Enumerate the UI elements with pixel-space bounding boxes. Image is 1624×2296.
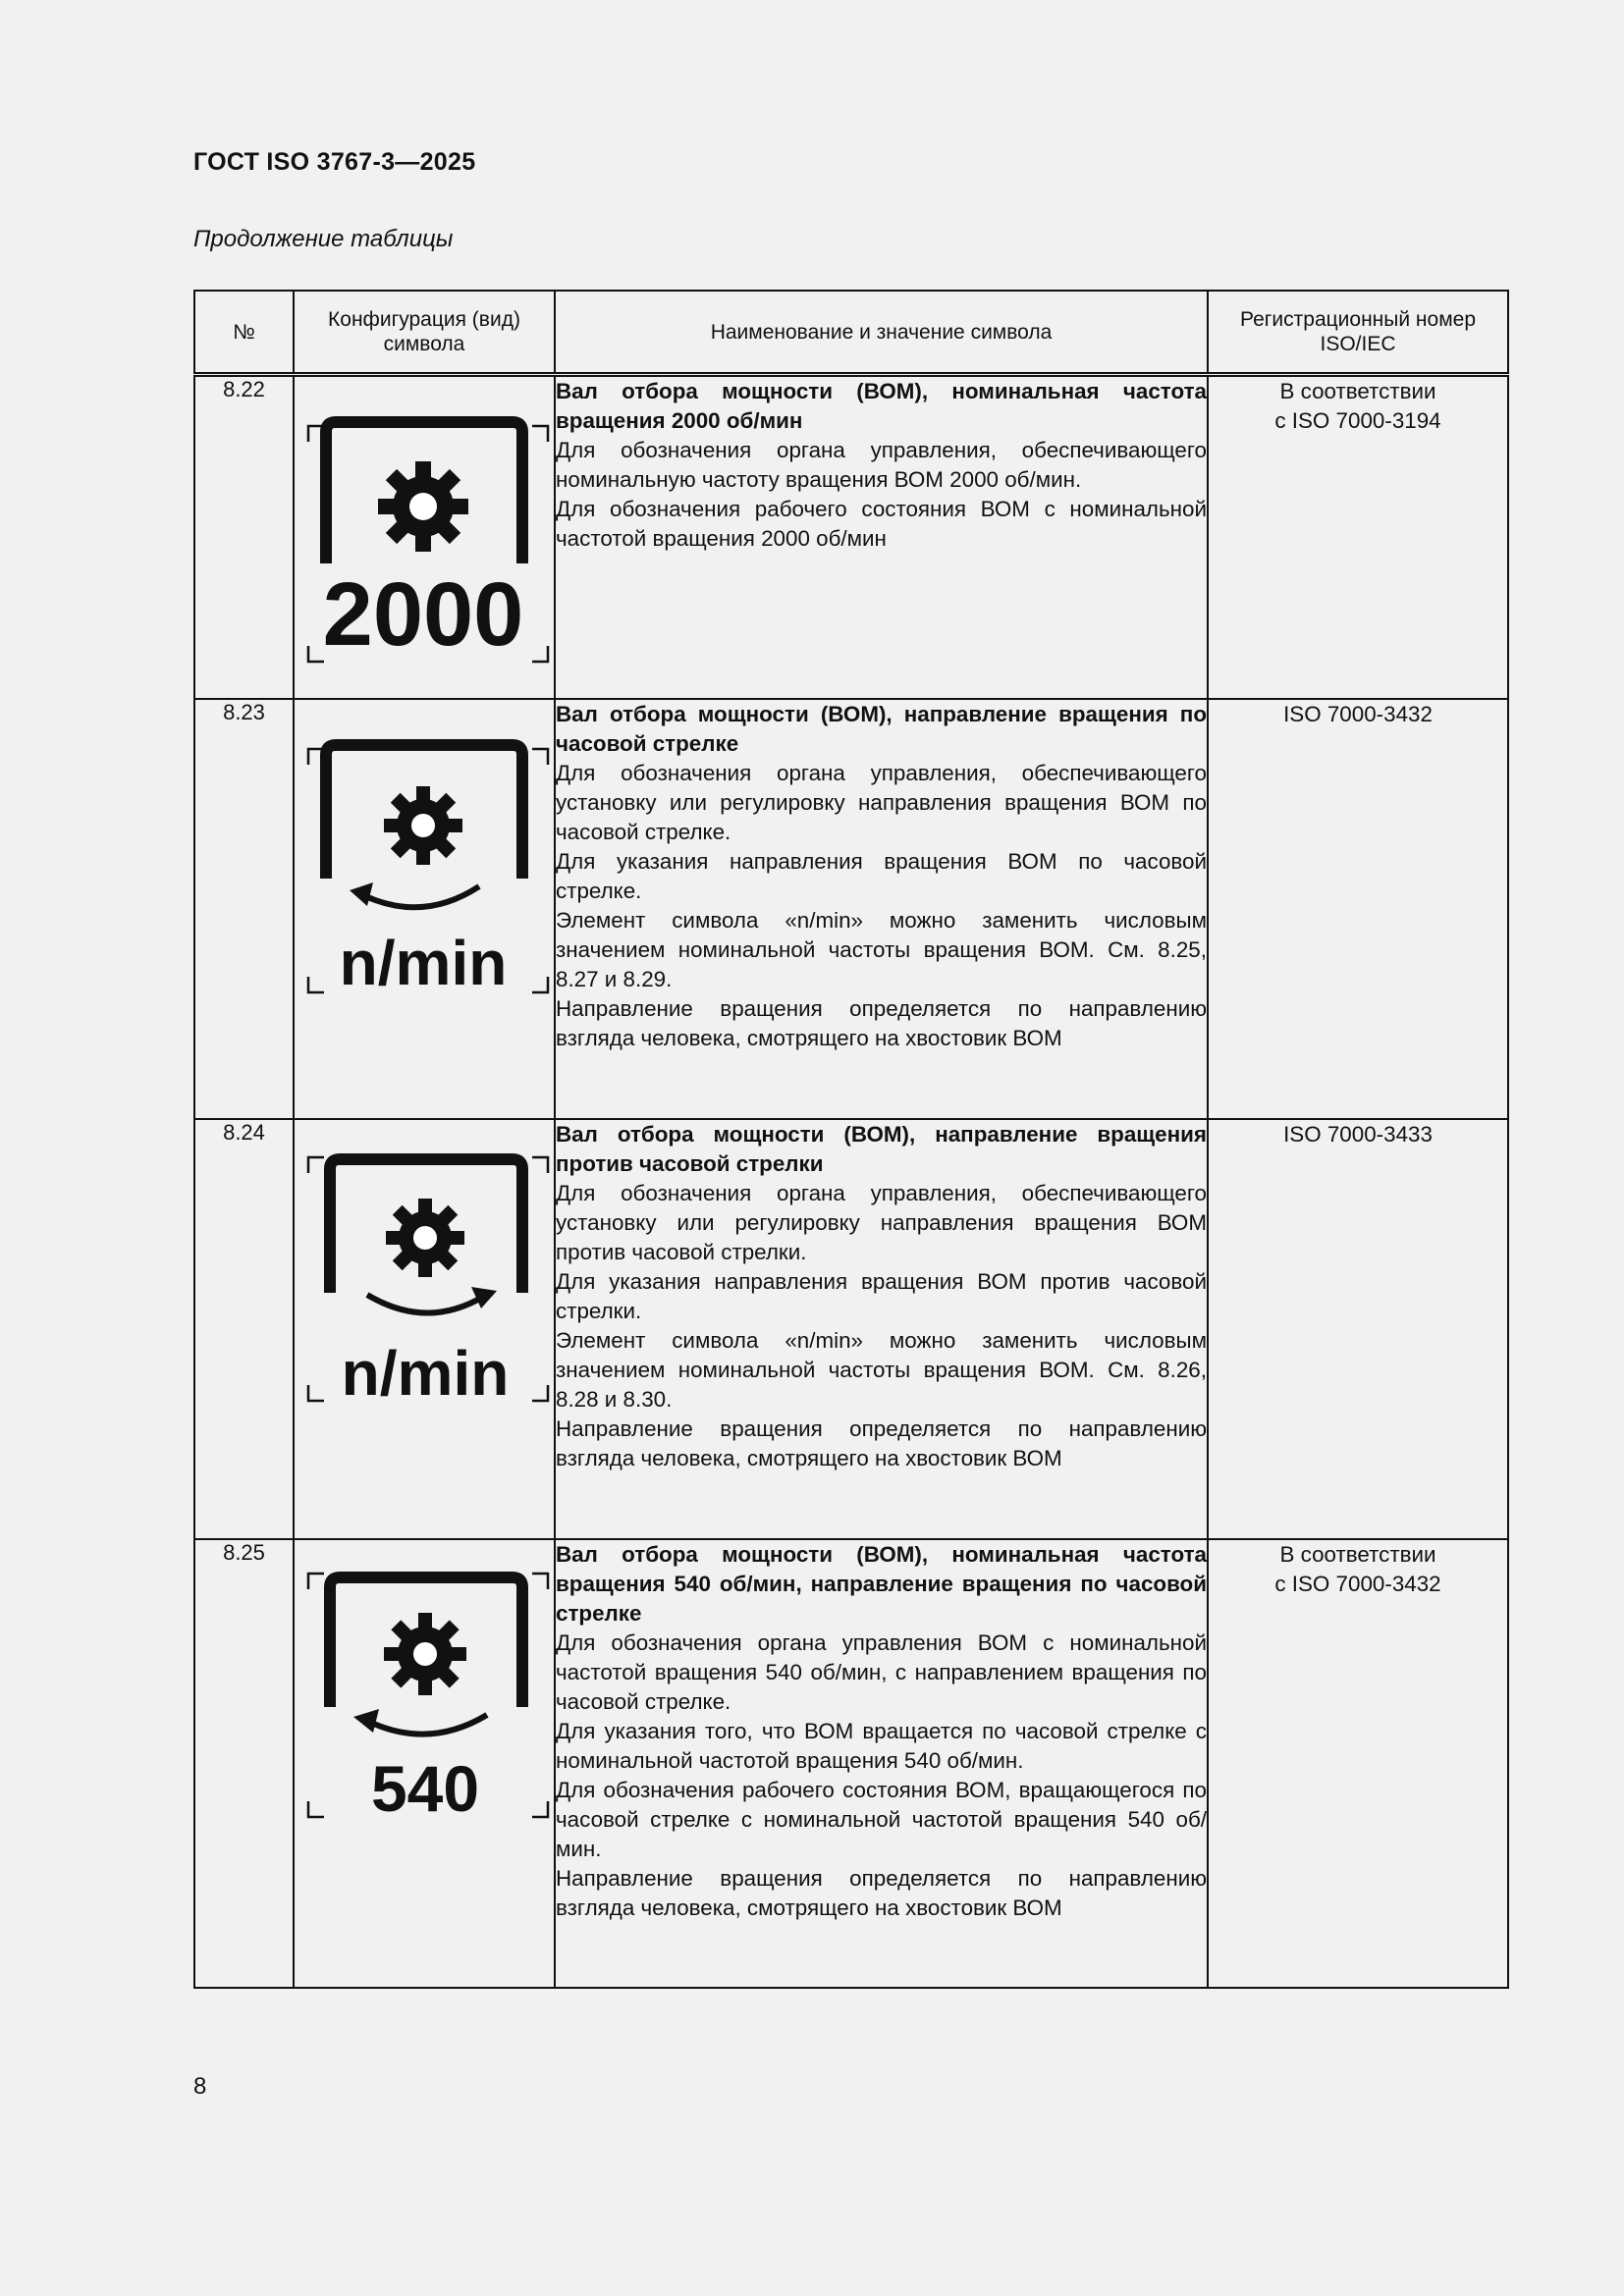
description-paragraph: Для обозначения рабочего состояния ВОМ с номинальной частотой вращения 2000 об/мин xyxy=(556,497,1207,551)
pto-gear-540-clockwise-symbol-icon xyxy=(295,1540,554,1986)
symbol-title: Вал отбора мощности (ВОМ), направление вращения по часовой стрелке xyxy=(556,701,1207,756)
description-paragraph: Для обозначения органа управления, обеспечивающего номинальную частоту вращения ВОМ 2000 об/мин. xyxy=(556,438,1207,492)
symbol-title: Вал отбора мощности (ВОМ), номинальная частота вращения 540 об/мин, направление вращения по часовой стрелке xyxy=(556,1541,1207,1626)
column-header-registration: Регистрационный номер ISO/IEC xyxy=(1208,291,1508,375)
clockwise-arrow-icon xyxy=(353,1709,487,1735)
symbol-description xyxy=(555,375,1208,699)
pto-gear-2000-symbol-icon xyxy=(295,377,554,697)
registration-line: В соответствии xyxy=(1279,379,1436,403)
description-paragraph: Элемент символа «n/min» можно заменить числовым значением номинальной частоты вращения ВОМ. См. 8.25, 8.27 и 8.29. xyxy=(556,907,1207,991)
table-row xyxy=(194,1539,1508,1988)
row-number: 8.23 xyxy=(194,699,294,1119)
description-paragraph: Направление вращения определяется по направлению взгляда человека, смотрящего на хвостовик ВОМ xyxy=(556,1415,1207,1470)
symbol-title: Вал отбора мощности (ВОМ), направление вращения против часовой стрелки xyxy=(556,1121,1207,1176)
description-paragraph: Направление вращения определяется по направлению взгляда человека, смотрящего на хвостовик ВОМ xyxy=(556,995,1207,1050)
registration-cell xyxy=(1208,699,1508,1119)
symbol-title: Вал отбора мощности (ВОМ), номинальная частота вращения 2000 об/мин xyxy=(556,379,1207,433)
symbol-description xyxy=(555,699,1208,1119)
gear-icon xyxy=(369,1182,480,1293)
description-paragraph: Направление вращения определяется по направлению взгляда человека, смотрящего на хвостовик ВОМ xyxy=(556,1865,1207,1920)
column-header-number: № xyxy=(194,291,294,375)
registration-cell xyxy=(1208,1119,1508,1539)
table-caption: Продолжение таблицы xyxy=(193,226,454,252)
table-row xyxy=(194,699,1508,1119)
registration-line: с ISO 7000-3194 xyxy=(1274,408,1441,433)
clockwise-arrow-icon xyxy=(350,882,479,907)
table-row xyxy=(194,375,1508,699)
description-paragraph: Для обозначения органа управления ВОМ с номинальной частотой вращения 540 об/мин, с направлением вращения по часовой стрелке. xyxy=(556,1629,1207,1714)
counterclockwise-arrow-icon xyxy=(367,1287,497,1313)
gear-icon xyxy=(367,770,478,881)
registration-line: В соответствии xyxy=(1279,1541,1436,1567)
description-paragraph: Для обозначения органа управления, обеспечивающего установку или регулировку направления вращения ВОМ против часовой стрелки. xyxy=(556,1180,1207,1264)
symbol-cell xyxy=(294,699,555,1119)
row-number: 8.22 xyxy=(194,375,294,699)
row-number: 8.25 xyxy=(194,1539,294,1988)
page-number: 8 xyxy=(193,2073,207,2100)
description-paragraph: Для обозначения органа управления, обеспечивающего установку или регулировку направления вращения ВОМ по часовой стрелке. xyxy=(556,760,1207,844)
symbol-cell xyxy=(294,1539,555,1988)
pto-gear-counterclockwise-arrow-symbol-icon xyxy=(295,1120,554,1538)
gear-icon xyxy=(367,1595,484,1712)
registration-line: с ISO 7000-3432 xyxy=(1274,1571,1441,1596)
symbols-table xyxy=(193,290,1509,1989)
registration-line: ISO 7000-3432 xyxy=(1283,701,1433,726)
description-paragraph: Для указания того, что ВОМ вращается по часовой стрелке с номинальной частотой вращения 540 об/мин. xyxy=(556,1718,1207,1773)
symbol-label: n/min xyxy=(341,1337,510,1409)
symbol-label: n/min xyxy=(339,927,508,998)
row-number: 8.24 xyxy=(194,1119,294,1539)
symbol-cell xyxy=(294,1119,555,1539)
symbol-cell xyxy=(294,375,555,699)
symbol-description xyxy=(555,1119,1208,1539)
column-header-configuration: Конфигурация (вид) символа xyxy=(294,291,555,375)
pto-gear-clockwise-arrow-symbol-icon xyxy=(295,700,554,1118)
description-paragraph: Элемент символа «n/min» можно заменить числовым значением номинальной частоты вращения ВОМ. См. 8.26, 8.28 и 8.30. xyxy=(556,1327,1207,1412)
registration-line: ISO 7000-3433 xyxy=(1283,1121,1433,1147)
gear-icon xyxy=(359,443,487,570)
registration-cell xyxy=(1208,375,1508,699)
description-paragraph: Для указания направления вращения ВОМ против часовой стрелки. xyxy=(556,1268,1207,1323)
description-paragraph: Для указания направления вращения ВОМ по часовой стрелке. xyxy=(556,848,1207,903)
document-header: ГОСТ ISO 3767-3—2025 xyxy=(193,148,476,176)
registration-cell xyxy=(1208,1539,1508,1988)
column-header-name-meaning: Наименование и значение символа xyxy=(555,291,1208,375)
symbol-description xyxy=(555,1539,1208,1988)
table-row xyxy=(194,1119,1508,1539)
table-header-row xyxy=(194,291,1508,375)
description-paragraph: Для обозначения рабочего состояния ВОМ, вращающегося по часовой стрелке с номинальной частотой вращения 540 об/мин. xyxy=(556,1777,1207,1861)
symbol-label: 2000 xyxy=(322,564,524,665)
symbol-label: 540 xyxy=(370,1751,480,1825)
